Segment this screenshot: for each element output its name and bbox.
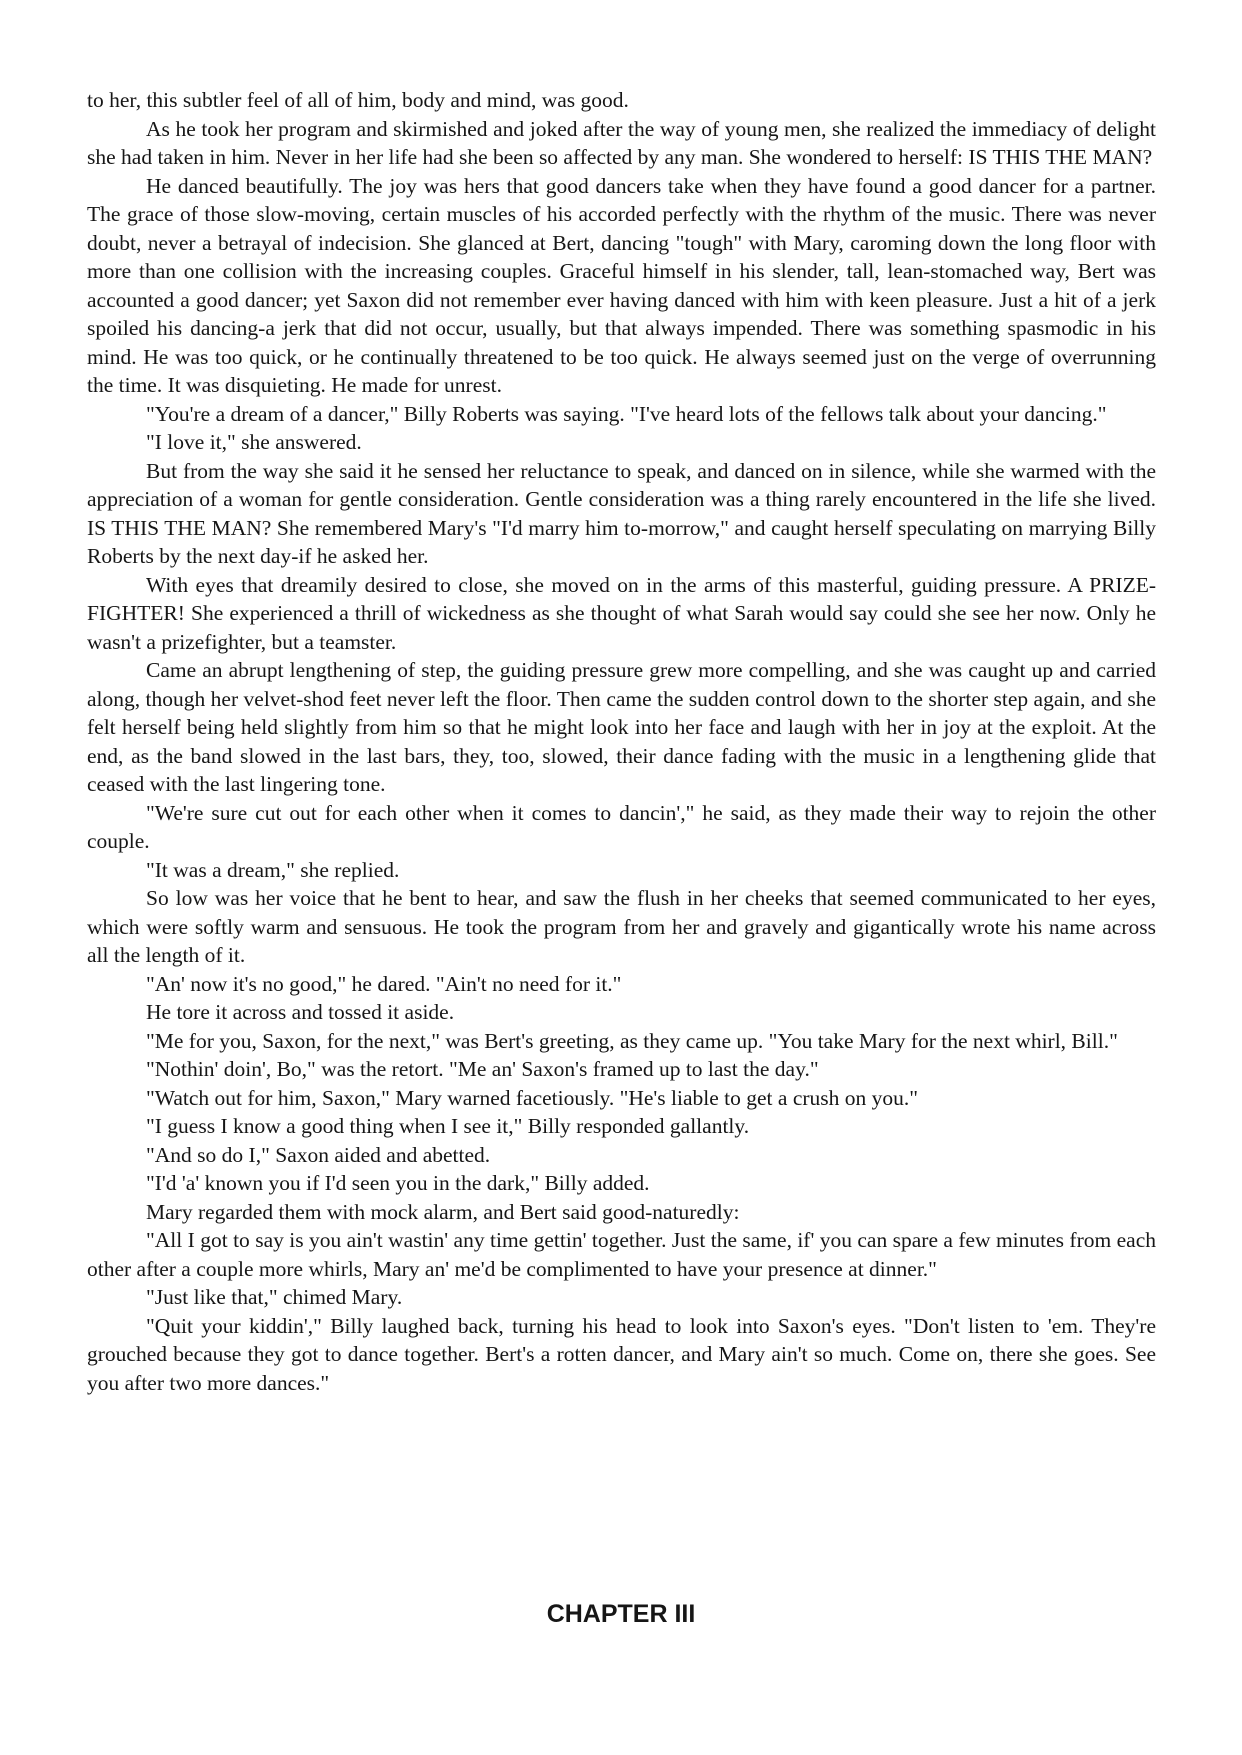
paragraph: "I guess I know a good thing when I see it," Billy responded gallantly. [146,1114,750,1138]
paragraph: "Just like that," chimed Mary. [146,1285,403,1309]
paragraph: So low was her voice that he bent to hear, and saw the flush in her cheeks that seemed communicated to her eyes, which were softly warm and sensuous. He took the program from her and gravely and gigantically wrote his name across all the length of it. [87,886,1156,967]
paragraph: "Watch out for him, Saxon," Mary warned facetiously. "He's liable to get a crush on you." [146,1085,919,1110]
paragraph: "An' now it's no good," he dared. "Ain't no need for it." [146,971,622,996]
paragraph: Came an abrupt lengthening of step, the guiding pressure grew more compelling, and she was caught up and carried along, though her velvet-shod feet never left the floor. Then came the sudden control down to the shorter step again, and she felt herself being held slightly from him so that he might look into her face and laugh with her in joy at the exploit. At the end, as the band slowed in the last bars, they, too, slowed, their dance fading with the music in a lengthening glide that ceased with the last lingering tone. [87,658,1156,796]
paragraph: As he took her program and skirmished and joked after the way of young men, she realized the immediacy of delight she had taken in him. Never in her life had she been so affected by any man. She wondered to herself: IS THIS THE MAN? [87,116,1156,169]
paragraph: "Nothin' doin', Bo," was the retort. "Me an' Saxon's framed up to last the day." [146,1057,819,1081]
paragraph: He tore it across and tossed it aside. [146,1000,455,1024]
paragraph: "All I got to say is you ain't wastin' any time gettin' together. Just the same, if' you can spare a few minutes from each other after a couple more whirls, Mary an' me'd be complimented to have your presence at dinner." [87,1228,1156,1281]
page-body [87,86,1156,1397]
paragraph: "And so do I," Saxon aided and abetted. [146,1142,491,1167]
paragraph: "I love it," she answered. [146,430,362,454]
paragraph: He danced beautifully. The joy was hers that good dancers take when they have found a good dancer for a partner. The grace of those slow-moving, certain muscles of his accorded perfectly with the rhythm of the music. There was never doubt, never a betrayal of indecision. She glanced at Bert, dancing "tough" with Mary, caroming down the long floor with more than one collision with the increasing couples. Graceful himself in his slender, tall, lean-stomached way, Bert was accounted a good dancer; yet Saxon did not remember ever having danced with him with keen pleasure. Just a hit of a jerk spoiled his dancing-a jerk that did not occur, usually, but that always impended. There was something spasmodic in his mind. He was too quick, or he continually threatened to be too quick. He always seemed just on the verge of overrunning the time. It was disquieting. He made for unrest. [87,173,1156,397]
paragraph: "We're sure cut out for each other when it comes to dancin'," he said, as they made their way to rejoin the other couple. [87,800,1156,853]
paragraph: "I'd 'a' known you if I'd seen you in the dark," Billy added. [146,1171,650,1195]
paragraph: "You're a dream of a dancer," Billy Roberts was saying. "I've heard lots of the fellows talk about your dancing." [146,401,1107,426]
paragraph: "Quit your kiddin'," Billy laughed back, turning his head to look into Saxon's eyes. "Don't listen to 'em. They're grouched because they got to dance together. Bert's a rotten dancer, and Mary ain't so much. Come on, there she goes. See you after two more dances." [87,1313,1156,1395]
paragraph: But from the way she said it he sensed her reluctance to speak, and danced on in silence, while she warmed with the appreciation of a woman for gentle consideration. Gentle consideration was a thing rarely encountered in the life she lived. IS THIS THE MAN? She remembered Mary's "I'd marry him to-morrow," and caught herself speculating on marrying Billy Roberts by the next day-if he asked her. [87,458,1156,568]
paragraph: Mary regarded them with mock alarm, and Bert said good-naturedly: [146,1199,740,1224]
paragraph: "It was a dream," she replied. [146,857,400,882]
paragraph: With eyes that dreamily desired to close, she moved on in the arms of this masterful, guiding pressure. A PRIZE-FIGHTER! She experienced a thrill of wickedness as she thought of what Sarah would say could she see her now. Only he wasn't a prizefighter, but a teamster. [87,572,1156,654]
paragraph-continued: to her, this subtler feel of all of him, body and mind, was good. [87,88,629,112]
paragraph: "Me for you, Saxon, for the next," was Bert's greeting, as they came up. "You take Mary for the next whirl, Bill." [146,1028,1118,1053]
chapter-heading: CHAPTER III [546,1600,696,1628]
